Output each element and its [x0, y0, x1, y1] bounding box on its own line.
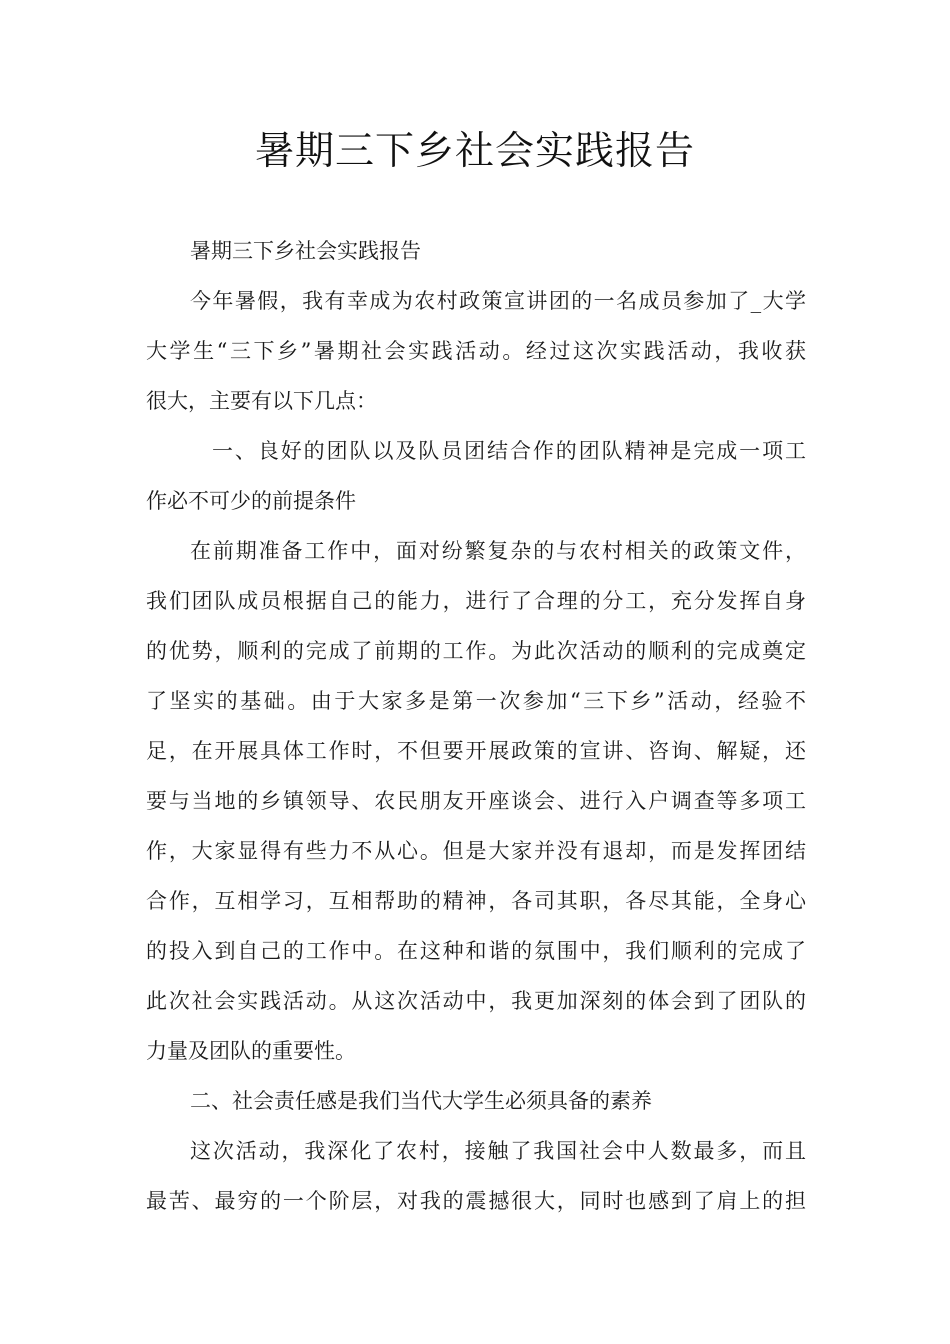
body-line: 此次社会实践活动。从这次活动中，我更加深刻的体会到了团队的	[146, 989, 806, 1013]
body-line: 的优势，顺利的完成了前期的工作。为此次活动的顺利的完成奠定	[146, 639, 806, 663]
body-line: 一、良好的团队以及队员团结合作的团队精神是完成一项工	[212, 439, 806, 463]
body-line: 足，在开展具体工作时，不但要开展政策的宣讲、咨询、解疑，还	[146, 739, 806, 763]
body-line: 这次活动，我深化了农村，接触了我国社会中人数最多，而且	[190, 1139, 806, 1163]
body-line: 力量及团队的重要性。	[146, 1039, 356, 1063]
body-line: 大学生“三下乡”暑期社会实践活动。经过这次实践活动，我收获	[146, 339, 806, 363]
body-line: 要与当地的乡镇领导、农民朋友开座谈会、进行入户调查等多项工	[146, 789, 806, 813]
section-heading: 二、社会责任感是我们当代大学生必须具备的素养	[190, 1089, 652, 1113]
body-line: 暑期三下乡社会实践报告	[190, 239, 421, 263]
body-line: 作必不可少的前提条件	[146, 489, 356, 513]
body-line: 今年暑假，我有幸成为农村政策宣讲团的一名成员参加了_大学	[190, 289, 806, 313]
body-line: 我们团队成员根据自己的能力，进行了合理的分工，充分发挥自身	[146, 589, 806, 613]
body-line: 的投入到自己的工作中。在这种和谐的氛围中，我们顺利的完成了	[146, 939, 806, 963]
document-title: 暑期三下乡社会实践报告	[254, 129, 695, 174]
body-line: 在前期准备工作中，面对纷繁复杂的与农村相关的政策文件，	[190, 539, 806, 563]
body-line: 作，大家显得有些力不从心。但是大家并没有退却，而是发挥团结	[146, 839, 806, 863]
body-line: 了坚实的基础。由于大家多是第一次参加“三下乡”活动，经验不	[146, 689, 806, 713]
body-line: 合作，互相学习，互相帮助的精神，各司其职，各尽其能，全身心	[146, 889, 806, 913]
body-line: 很大，主要有以下几点：	[146, 389, 377, 413]
body-line: 最苦、最穷的一个阶层，对我的震撼很大，同时也感到了肩上的担	[146, 1189, 806, 1213]
